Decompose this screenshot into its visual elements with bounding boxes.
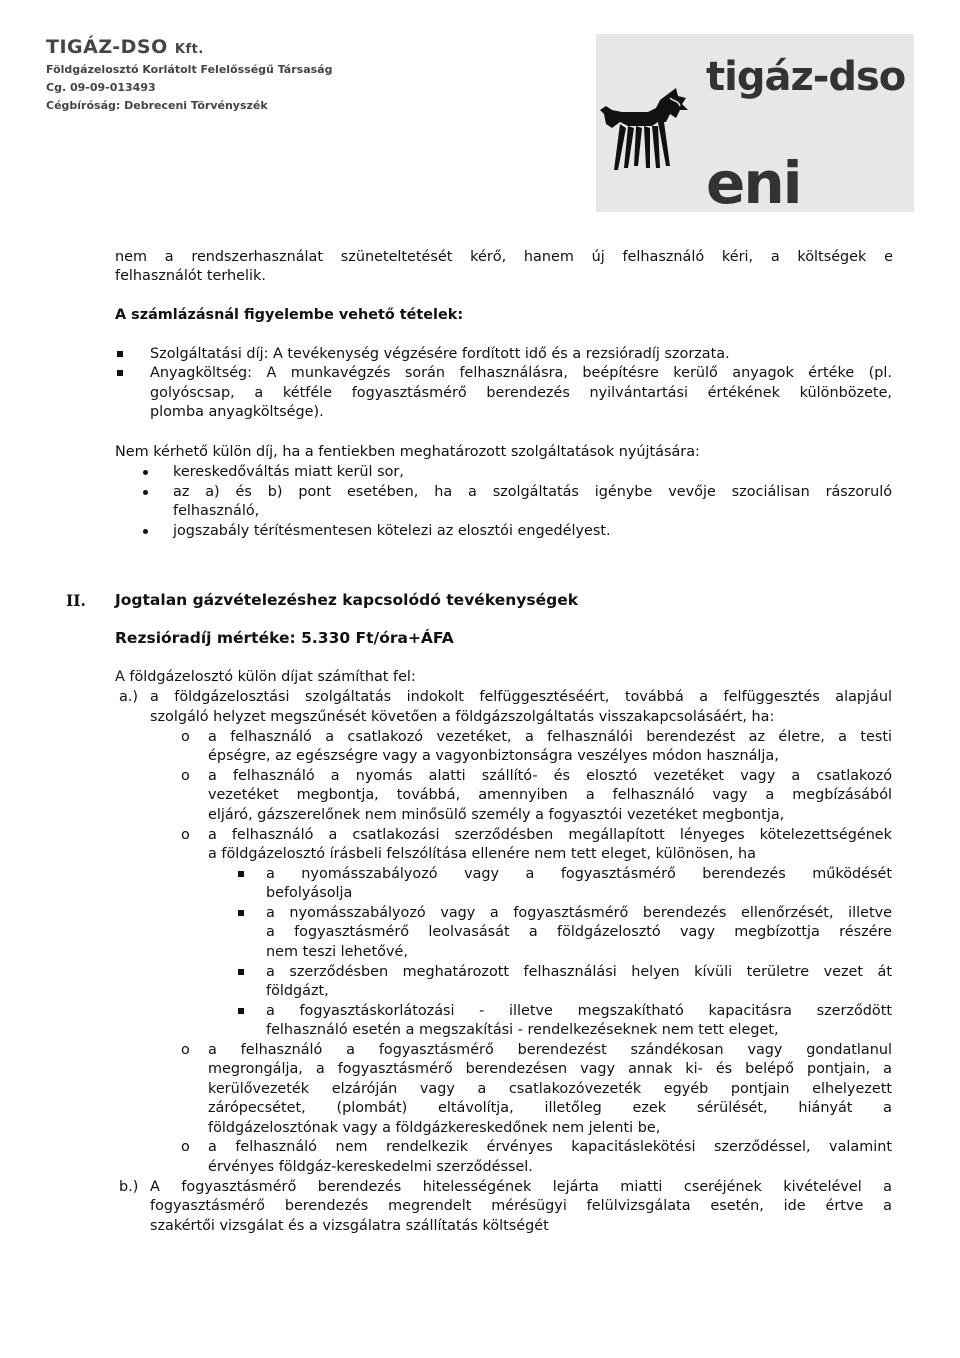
sub-item-line: földgázelosztónak vagy a földgázkereskedőnek nem jelenti be, [208,1120,661,1136]
list-label-b: b.) [119,1179,139,1195]
bullet-square-icon [238,1008,244,1014]
eni-brand-logo: eni [706,149,801,217]
bullet-circle-icon: o [181,729,190,745]
company-type: Földgázelosztó Korlátolt Felelősségű Társaság [46,63,333,76]
bullet-circle-icon: o [181,768,190,784]
sub-item-line: vezetéket megbontja, továbbá, amennyiben a felhasználó vagy a megbízásából [208,787,892,803]
bullet-dot-icon [143,490,148,495]
six-legged-dog-logo-icon [598,88,690,170]
sub-sub-item-line: a fogyasztáskorlátozási - illetve megszakítható kapacitásra szerződött [266,1003,892,1019]
billing-item: Szolgáltatási díj: A tevékenység végzésére fordított idő és a rezsióradíj szorzata. [150,346,730,362]
bullet-square-icon [238,871,244,877]
billing-item-cont: plomba anyagköltsége). [150,404,324,420]
intro-line: nem a rendszerhasználat szüneteltetését kérő, hanem új felhasználó kéri, a költségek e [115,249,893,265]
bullet-circle-icon: o [181,827,190,843]
tigaz-dso-brand-logo: tigáz-dso [706,54,906,100]
billing-item-cont: golyóscsap, a kétféle fogyasztásmérő berendezés nyilvántartási értékének különbözete, [150,385,892,401]
bullet-dot-icon [143,470,148,475]
sub-item-line: a felhasználó nem rendelkezik érvényes kapacitáslekötési szerződéssel, valamint [208,1139,892,1155]
sub-item-line: eljáró, gázszerelőnek nem minősülő személy a fogyasztói vezetéket megbontja, [208,807,785,823]
rate-line: Rezsióradíj mértéke: 5.330 Ft/óra+ÁFA [115,629,454,647]
sub-sub-item-line: a fogyasztásmérő leolvasását a földgázelosztó vagy megbízottja részére [266,924,892,940]
section-title: Jogtalan gázvételezéshez kapcsolódó tevékenységek [115,591,579,609]
no-fee-intro: Nem kérhető külön díj, ha a fentiekben meghatározott szolgáltatások nyújtására: [115,444,700,460]
sub-item-line: zárópecsétet, (plombát) eltávolítja, illetőleg ezek sérülését, hiányát a [208,1100,892,1116]
sub-sub-item-line: a nyomásszabályozó vagy a fogyasztásmérő berendezés működését [266,866,892,882]
bullet-square-icon [238,969,244,975]
sub-item-line: a földgázelosztó írásbeli felszólítása ellenére nem tett eleget, különösen, ha [208,846,756,862]
item-b-line: szakértői vizsgálat és a vizsgálatra szállítatás költségét [150,1218,549,1234]
no-fee-item: az a) és b) pont esetében, ha a szolgáltatás igénybe vevője szociálisan rászoruló [173,484,892,500]
bullet-square-icon [117,351,123,357]
company-suffix: Kft. [174,42,204,57]
bullet-square-icon [238,910,244,916]
no-fee-item: jogszabály térítésmentesen kötelezi az elosztói engedélyest. [173,523,611,539]
company-court: Cégbíróság: Debreceni Törvényszék [46,99,268,112]
company-name: TIGÁZ-DSO Kft. [46,36,204,58]
bullet-dot-icon [143,529,148,534]
sub-sub-item-line: nem teszi lehetővé, [266,944,408,960]
sub-item-line: kerülővezeték elzáróján vagy a csatlakozóvezeték egyéb pontjain elhelyezett [208,1081,892,1097]
section-intro: A földgázelosztó külön díjat számíthat fel: [115,669,416,685]
billing-heading: A számlázásnál figyelembe vehető tételek: [115,307,464,323]
sub-sub-item-line: a szerződésben meghatározott felhasználási helyen kívüli területre vezet át [266,964,892,980]
item-a-line: szolgáló helyzet megszűnését követően a földgázszolgáltatás visszakapcsolásáért, ha: [150,709,775,725]
bullet-circle-icon: o [181,1042,190,1058]
bullet-circle-icon: o [181,1139,190,1155]
sub-sub-item-line: a nyomásszabályozó vagy a fogyasztásmérő berendezés ellenőrzését, illetve [266,905,892,921]
sub-item-line: épségre, az egészségre vagy a vagyonbiztonságra veszélyes módon használja, [208,748,779,764]
sub-item-line: megrongálja, a fogyasztásmérő berendezésen vagy annak ki- és belépő pontjain, a [208,1061,892,1077]
company-registration: Cg. 09-09-013493 [46,81,156,94]
sub-sub-item-line: befolyásolja [266,885,353,901]
billing-item: Anyagköltség: A munkavégzés során felhasználásra, beépítésre kerülő anyagok értéke (pl. [150,365,892,381]
company-info [46,36,332,115]
intro-line: felhasználót terhelik. [115,268,266,284]
no-fee-item: kereskedőváltás miatt kerül sor, [173,464,404,480]
sub-sub-item-line: felhasználó esetén a megszakítási - rendelkezéseknek nem tett eleget, [266,1022,779,1038]
item-b-line: A fogyasztásmérő berendezés hitelességének lejárta miatti cseréjének kivételével a [150,1179,892,1195]
bullet-square-icon [117,370,123,376]
sub-item-line: érvényes földgáz-kereskedelmi szerződéssel. [208,1159,533,1175]
item-b-line: fogyasztásmérő berendezés megrendelt mérésügyi felülvizsgálata esetén, ide értve a [150,1198,892,1214]
sub-item-line: a felhasználó a fogyasztásmérő berendezést szándékosan vagy gondatlanul [208,1042,892,1058]
list-label-a: a.) [119,689,139,705]
sub-item-line: a felhasználó a csatlakozó vezetéket, a felhasználói berendezést az életre, a testi [208,729,892,745]
no-fee-item-cont: felhasználó, [173,503,260,519]
item-a-line: a földgázelosztási szolgáltatás indokolt felfüggesztéséért, továbbá a felfüggesztés alapjául [150,689,892,705]
sub-sub-item-line: földgázt, [266,983,329,999]
sub-item-line: a felhasználó a nyomás alatti szállító- és elosztó vezetéket vagy a csatlakozó [208,768,892,784]
section-number: II. [66,591,86,610]
sub-item-line: a felhasználó a csatlakozási szerződésben megállapított lényeges kötelezettségének [208,827,892,843]
